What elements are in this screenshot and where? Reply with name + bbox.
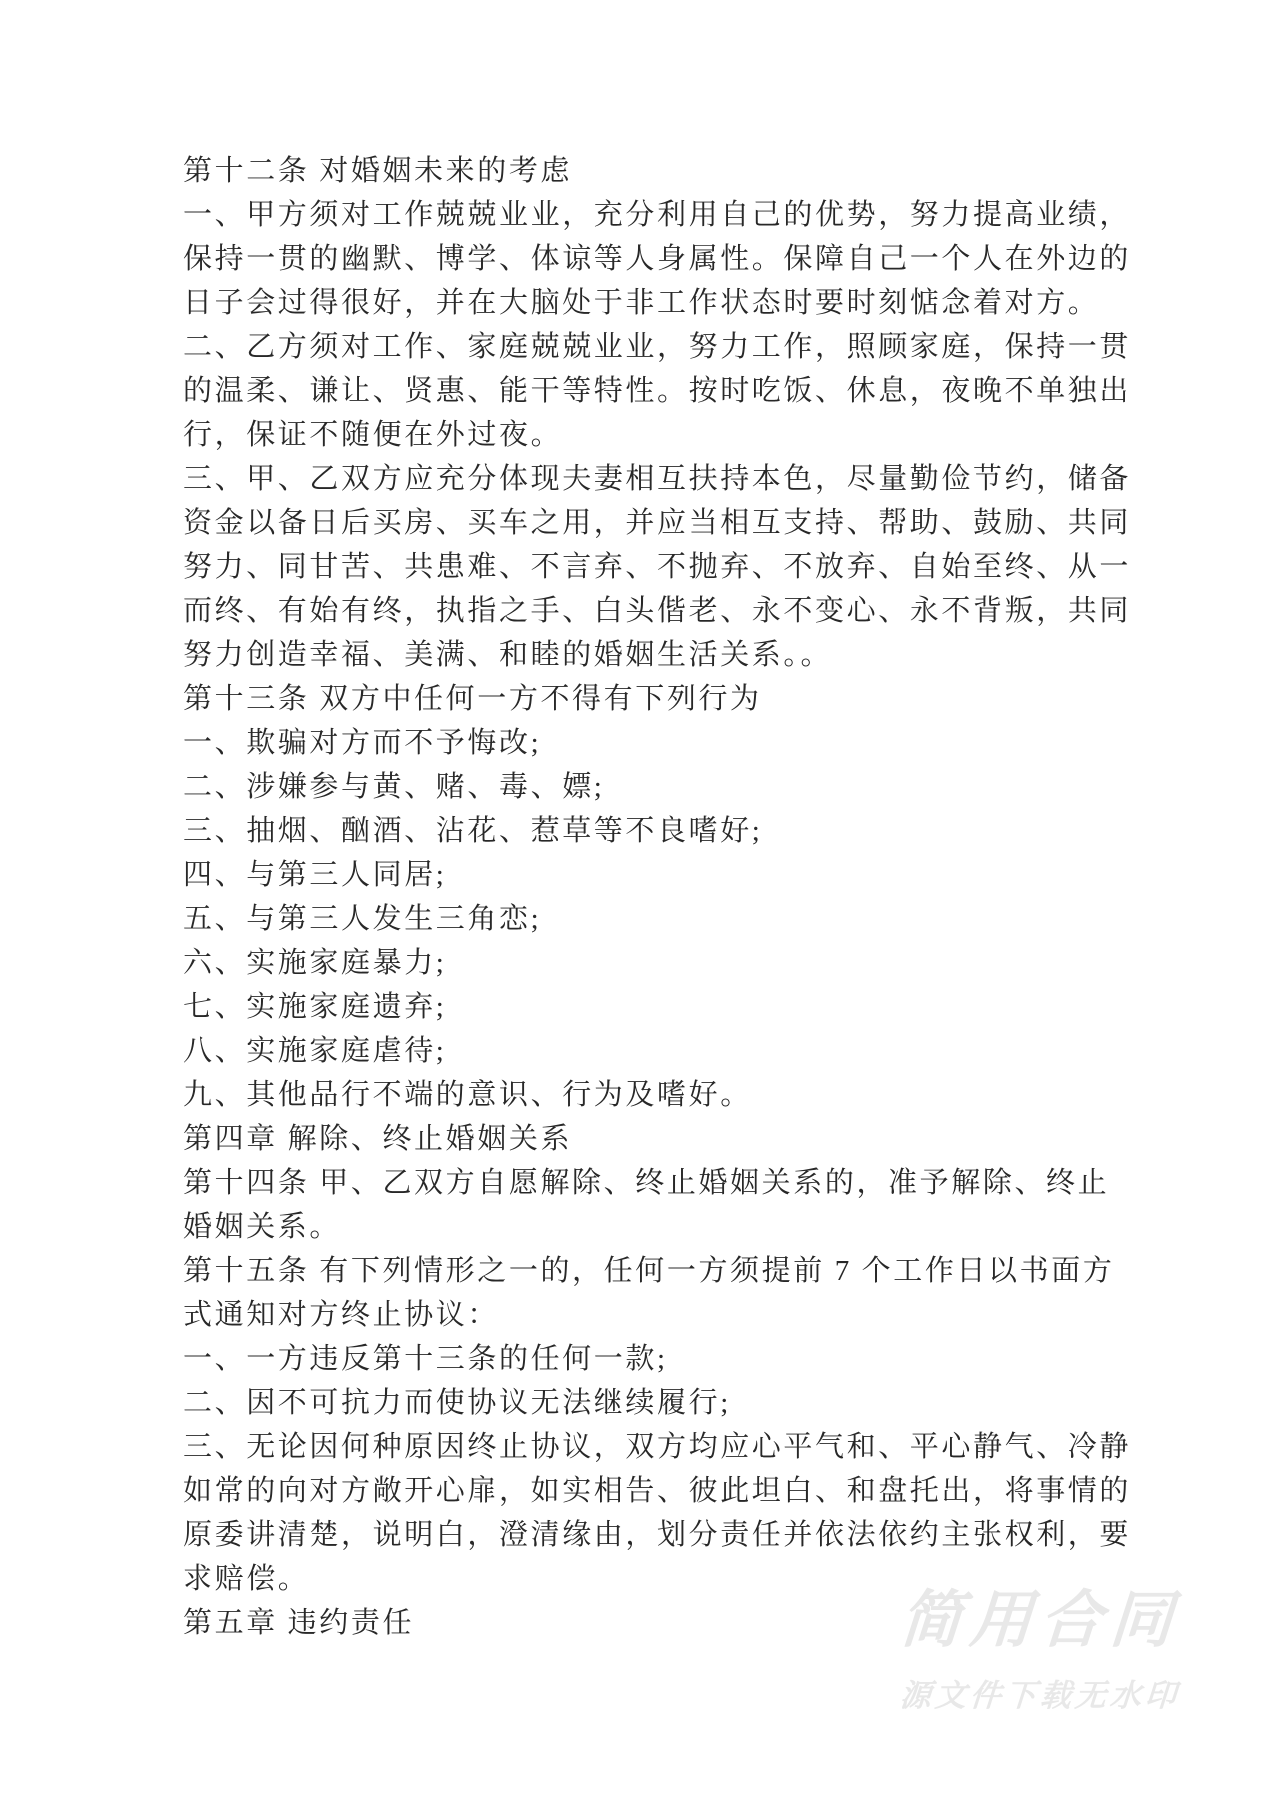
doc-line-heading-chapter-4: 第四章 解除、终止婚姻关系 <box>183 1123 573 1155</box>
doc-line: 日子会过得很好，并在大脑处于非工作状态时要时刻惦念着对方。 <box>183 287 1100 319</box>
doc-line-list-item: 三、抽烟、酗酒、沾花、惹草等不良嗜好; <box>183 815 763 847</box>
doc-line-list-item: 二、因不可抗力而使协议无法继续履行; <box>183 1387 731 1419</box>
doc-line-list-item: 一、一方违反第十三条的任何一款; <box>183 1343 668 1375</box>
doc-line: 保持一贯的幽默、博学、体谅等人身属性。保障自己一个人在外边的 <box>183 243 1132 275</box>
doc-line: 二、乙方须对工作、家庭兢兢业业，努力工作，照顾家庭，保持一贯 <box>183 331 1132 363</box>
doc-line-list-item: 五、与第三人发生三角恋; <box>183 903 542 935</box>
doc-line-heading-article-15: 第十五条 有下列情形之一的，任何一方须提前 7 个工作日以书面方 <box>183 1255 1115 1287</box>
doc-line: 的温柔、谦让、贤惠、能干等特性。按时吃饭、休息，夜晚不单独出 <box>183 375 1132 407</box>
doc-line: 资金以备日后买房、买车之用，并应当相互支持、帮助、鼓励、共同 <box>183 507 1132 539</box>
doc-line-list-item: 一、欺骗对方而不予悔改; <box>183 727 542 759</box>
doc-line: 原委讲清楚，说明白，澄清缘由，划分责任并依法依约主张权利，要 <box>183 1519 1132 1551</box>
doc-line: 努力创造幸福、美满、和睦的婚姻生活关系。。 <box>183 639 833 671</box>
doc-line-list-item: 九、其他品行不端的意识、行为及嗜好。 <box>183 1079 752 1111</box>
doc-line: 努力、同甘苦、共患难、不言弃、不抛弃、不放弃、自始至终、从一 <box>183 551 1132 583</box>
doc-line-heading-article-13: 第十三条 双方中任何一方不得有下列行为 <box>183 683 762 715</box>
doc-line: 而终、有始有终，执指之手、白头偕老、永不变心、永不背叛，共同 <box>183 595 1132 627</box>
doc-line-list-item: 六、实施家庭暴力; <box>183 947 447 979</box>
doc-line: 三、甲、乙双方应充分体现夫妻相互扶持本色，尽量勤俭节约，储备 <box>183 463 1132 495</box>
doc-line: 求赔偿。 <box>183 1563 310 1595</box>
doc-line-list-item: 二、涉嫌参与黄、赌、毒、嫖; <box>183 771 605 803</box>
doc-line: 如常的向对方敞开心扉，如实相告、彼此坦白、和盘托出，将事情的 <box>183 1475 1132 1507</box>
doc-line: 婚姻关系。 <box>183 1211 342 1243</box>
doc-line-list-item: 三、无论因何种原因终止协议，双方均应心平气和、平心静气、冷静 <box>183 1431 1132 1463</box>
doc-line-list-item: 七、实施家庭遗弃; <box>183 991 447 1023</box>
doc-line: 式通知对方终止协议： <box>183 1299 500 1331</box>
doc-line-heading-article-12: 第十二条 对婚姻未来的考虑 <box>183 155 573 187</box>
doc-line-list-item: 八、实施家庭虐待; <box>183 1035 447 1067</box>
watermark <box>897 1586 1183 1713</box>
doc-line-heading-chapter-5: 第五章 违约责任 <box>183 1607 415 1639</box>
doc-line: 一、甲方须对工作兢兢业业，充分利用自己的优势，努力提高业绩， <box>183 199 1132 231</box>
doc-line-heading-article-14: 第十四条 甲、乙双方自愿解除、终止婚姻关系的，准予解除、终止 <box>183 1167 1110 1199</box>
document-body <box>183 149 1148 1645</box>
watermark-title: 简用合同 <box>897 1586 1183 1655</box>
doc-line-list-item: 四、与第三人同居; <box>183 859 447 891</box>
watermark-subtitle: 源文件下载无水印 <box>898 1678 1182 1713</box>
doc-line: 行，保证不随便在外过夜。 <box>183 419 563 451</box>
